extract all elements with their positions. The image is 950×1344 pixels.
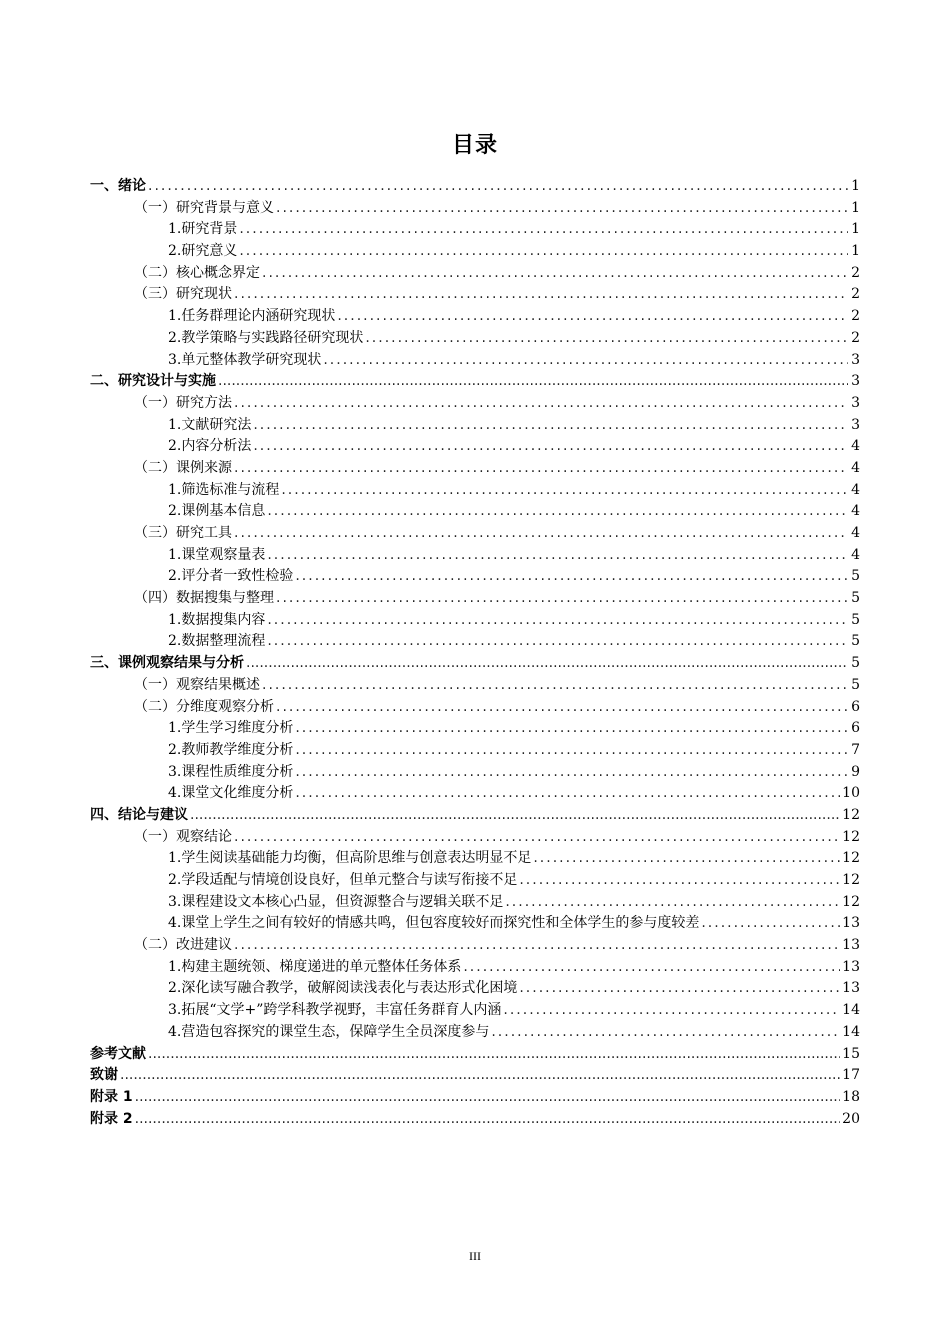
toc-entry-label: 4.课堂文化维度分析 xyxy=(168,785,294,802)
dot-leader xyxy=(267,503,848,519)
toc-entry-page-number: 6 xyxy=(851,698,860,715)
dot-leader xyxy=(463,959,840,975)
toc-entry[interactable] xyxy=(90,826,860,848)
toc-entry-page-number: 13 xyxy=(842,980,860,997)
toc-entry[interactable] xyxy=(90,262,860,284)
toc-entry[interactable] xyxy=(90,370,860,392)
dot-leader xyxy=(295,568,848,584)
dot-leader xyxy=(519,980,840,996)
dot-leader xyxy=(148,1046,840,1062)
toc-entry-label: 1.学生学习维度分析 xyxy=(168,720,294,737)
toc-entry[interactable] xyxy=(90,392,860,414)
dot-leader xyxy=(253,417,848,433)
toc-entry-page-number: 1 xyxy=(851,178,860,194)
toc-entry[interactable] xyxy=(90,414,860,436)
dot-leader xyxy=(701,915,840,931)
dot-leader xyxy=(276,699,848,715)
dot-leader xyxy=(267,633,848,649)
toc-entry[interactable] xyxy=(90,1021,860,1043)
toc-entry[interactable] xyxy=(90,869,860,891)
dot-leader xyxy=(239,221,848,237)
dot-leader xyxy=(234,395,848,411)
toc-entry[interactable] xyxy=(90,479,860,501)
toc-entry-label: 1.数据搜集内容 xyxy=(168,611,266,628)
toc-entry[interactable] xyxy=(90,197,860,219)
toc-entry-page-number: 2 xyxy=(851,329,860,346)
toc-entry-label: 一、绪论 xyxy=(90,178,146,194)
toc-entry-label: 1.筛选标准与流程 xyxy=(168,481,280,498)
dot-leader xyxy=(253,438,848,454)
toc-entry-page-number: 13 xyxy=(842,915,860,932)
toc-entry[interactable] xyxy=(90,609,860,631)
toc-entry-page-number: 4 xyxy=(851,503,860,520)
toc-entry-label: 3.拓展“文学+”跨学科教学视野，丰富任务群育人内涵 xyxy=(168,1002,502,1019)
toc-entry-page-number: 5 xyxy=(851,590,860,607)
toc-entry[interactable] xyxy=(90,544,860,566)
toc-entry[interactable] xyxy=(90,891,860,913)
dot-leader xyxy=(267,612,848,628)
toc-entry-label: （一）研究背景与意义 xyxy=(134,199,274,216)
toc-entry-page-number: 2 xyxy=(851,308,860,325)
toc-entry[interactable] xyxy=(90,674,860,696)
dot-leader xyxy=(135,1089,841,1105)
dot-leader xyxy=(234,829,840,845)
toc-entry[interactable] xyxy=(90,175,860,197)
toc-entry-page-number: 1 xyxy=(851,199,860,216)
toc-entry-page-number: 15 xyxy=(842,1045,860,1062)
dot-leader xyxy=(120,1067,840,1083)
toc-entry-label: 附录 1 xyxy=(90,1088,133,1105)
toc-entry-label: （一）研究方法 xyxy=(134,394,232,411)
toc-entry-page-number: 5 xyxy=(851,676,860,693)
toc-entry[interactable] xyxy=(90,565,860,587)
toc-entry-page-number: 12 xyxy=(842,806,860,823)
toc-entry-page-number: 18 xyxy=(842,1088,860,1105)
toc-entry-page-number: 12 xyxy=(842,893,860,910)
dot-leader xyxy=(295,742,848,758)
dot-leader xyxy=(234,525,848,541)
toc-entry-page-number: 14 xyxy=(842,1002,860,1019)
toc-entry[interactable] xyxy=(90,587,860,609)
dot-leader xyxy=(234,937,840,953)
toc-entry[interactable] xyxy=(90,522,860,544)
dot-leader xyxy=(295,785,840,801)
toc-entry-label: 3.单元整体教学研究现状 xyxy=(168,351,322,368)
toc-entry-label: 2.课例基本信息 xyxy=(168,503,266,520)
toc-entry[interactable] xyxy=(90,1064,860,1086)
toc-entry-label: 1.研究背景 xyxy=(168,221,238,238)
toc-entry-page-number: 14 xyxy=(842,1023,860,1040)
dot-leader xyxy=(323,352,848,368)
toc-entry-page-number: 4 xyxy=(851,459,860,476)
toc-entry-page-number: 5 xyxy=(851,633,860,650)
toc-entry[interactable] xyxy=(90,804,860,826)
toc-entry-label: 2.学段适配与情境创设良好，但单元整合与读写衔接不足 xyxy=(168,872,518,888)
dot-leader xyxy=(505,894,840,910)
toc-entry-label: 2.研究意义 xyxy=(168,243,238,260)
toc-entry-page-number: 10 xyxy=(842,785,860,802)
toc-title: 目录 xyxy=(451,133,498,158)
toc-entry[interactable] xyxy=(90,912,860,934)
toc-entry-page-number: 4 xyxy=(851,525,860,541)
toc-entry-label: （二）改进建议 xyxy=(134,937,232,954)
dot-leader xyxy=(239,243,848,259)
page-number-footer: III xyxy=(469,1249,481,1263)
toc-entry-page-number: 4 xyxy=(851,481,860,498)
toc-entry[interactable] xyxy=(90,782,860,804)
dot-leader xyxy=(276,590,848,606)
dot-leader xyxy=(234,460,848,476)
toc-entry-page-number: 1 xyxy=(851,221,860,238)
dot-leader xyxy=(295,720,848,736)
dot-leader xyxy=(365,330,848,346)
toc-entry-label: 2.教师教学维度分析 xyxy=(168,741,294,758)
toc-entry-page-number: 7 xyxy=(851,741,860,758)
toc-entry[interactable] xyxy=(90,500,860,522)
toc-entry-label: 参考文献 xyxy=(90,1045,146,1062)
toc-entry-label: 1.文献研究法 xyxy=(168,416,252,433)
toc-entry[interactable] xyxy=(90,240,860,262)
toc-entry-page-number: 4 xyxy=(851,438,860,455)
toc-entry-page-number: 3 xyxy=(851,373,860,390)
toc-entry-page-number: 17 xyxy=(842,1067,860,1084)
toc-entry-label: 3.课程性质维度分析 xyxy=(168,763,294,780)
dot-leader xyxy=(295,764,848,780)
toc-entry-page-number: 6 xyxy=(851,720,860,737)
toc-entry-page-number: 12 xyxy=(842,850,860,867)
toc-entry-label: 4.营造包容探究的课堂生态，保障学生全员深度参与 xyxy=(168,1023,490,1040)
toc-entry-label: （二）核心概念界定 xyxy=(134,264,260,281)
toc-entry[interactable] xyxy=(90,652,860,674)
toc-entry[interactable] xyxy=(90,435,860,457)
toc-entry-page-number: 3 xyxy=(851,416,860,433)
dot-leader xyxy=(337,308,848,324)
toc-entry[interactable] xyxy=(90,630,860,652)
dot-leader xyxy=(246,655,848,671)
toc-entry-label: 四、结论与建议 xyxy=(90,806,188,823)
table-of-contents xyxy=(90,175,860,1129)
toc-entry[interactable] xyxy=(90,999,860,1021)
toc-entry-page-number: 12 xyxy=(842,872,860,888)
toc-entry-page-number: 13 xyxy=(842,958,860,975)
toc-entry[interactable] xyxy=(90,218,860,240)
toc-entry-page-number: 3 xyxy=(851,351,860,368)
toc-entry-label: （三）研究现状 xyxy=(134,286,232,303)
toc-entry[interactable] xyxy=(90,739,860,761)
toc-entry-label: 三、课例观察结果与分析 xyxy=(90,655,244,672)
dot-leader xyxy=(491,1024,840,1040)
toc-entry[interactable] xyxy=(90,761,860,783)
dot-leader xyxy=(503,1002,840,1018)
toc-entry[interactable] xyxy=(90,305,860,327)
dot-leader xyxy=(267,547,848,563)
toc-entry[interactable] xyxy=(90,956,860,978)
toc-entry-label: 2.深化读写融合教学，破解阅读浅表化与表达形式化困境 xyxy=(168,980,518,997)
toc-entry-label: 二、研究设计与实施 xyxy=(90,373,216,390)
toc-entry[interactable] xyxy=(90,977,860,999)
toc-entry[interactable] xyxy=(90,1086,860,1108)
dot-leader xyxy=(519,872,840,888)
toc-entry-label: 2.内容分析法 xyxy=(168,438,252,455)
toc-entry-label: 附录 2 xyxy=(90,1110,133,1127)
toc-entry-page-number: 3 xyxy=(851,394,860,411)
dot-leader xyxy=(533,850,840,866)
toc-entry-page-number: 20 xyxy=(842,1110,860,1127)
toc-entry-page-number: 5 xyxy=(851,655,860,672)
dot-leader xyxy=(262,265,848,281)
toc-entry-page-number: 2 xyxy=(851,286,860,303)
toc-entry-page-number: 5 xyxy=(851,568,860,585)
dot-leader xyxy=(262,677,848,693)
dot-leader xyxy=(190,807,840,823)
toc-entry-page-number: 2 xyxy=(851,264,860,281)
toc-entry[interactable] xyxy=(90,327,860,349)
toc-entry-label: 1.学生阅读基础能力均衡，但高阶思维与创意表达明显不足 xyxy=(168,850,532,867)
dot-leader xyxy=(281,482,848,498)
toc-entry-label: 3.课程建设文本核心凸显，但资源整合与逻辑关联不足 xyxy=(168,893,504,910)
toc-entry-page-number: 4 xyxy=(851,546,860,563)
dot-leader xyxy=(234,286,848,302)
toc-entry-label: 4.课堂上学生之间有较好的情感共鸣，但包容度较好而探究性和全体学生的参与度较差 xyxy=(168,915,700,932)
toc-entry-label: 2.评分者一致性检验 xyxy=(168,568,294,585)
toc-entry-page-number: 9 xyxy=(851,763,860,780)
toc-entry-label: （一）观察结果概述 xyxy=(134,676,260,693)
toc-entry[interactable] xyxy=(90,283,860,305)
dot-leader xyxy=(135,1111,841,1127)
toc-entry-page-number: 1 xyxy=(851,243,860,260)
toc-entry-page-number: 12 xyxy=(842,828,860,845)
toc-entry-label: （二）分维度观察分析 xyxy=(134,698,274,715)
toc-entry-label: 致谢 xyxy=(90,1067,118,1084)
toc-entry-page-number: 13 xyxy=(842,937,860,954)
toc-entry-label: 1.任务群理论内涵研究现状 xyxy=(168,308,336,325)
toc-entry[interactable] xyxy=(90,696,860,718)
toc-entry[interactable] xyxy=(90,717,860,739)
toc-entry-label: 2.教学策略与实践路径研究现状 xyxy=(168,329,364,346)
dot-leader xyxy=(148,178,848,194)
toc-entry[interactable] xyxy=(90,847,860,869)
toc-entry-label: 1.构建主题统领、梯度递进的单元整体任务体系 xyxy=(168,958,462,975)
toc-entry-page-number: 5 xyxy=(851,611,860,628)
toc-entry-label: （二）课例来源 xyxy=(134,459,232,476)
toc-entry-label: （三）研究工具 xyxy=(134,525,232,541)
dot-leader xyxy=(218,373,848,389)
dot-leader xyxy=(276,200,848,216)
toc-entry-label: 1.课堂观察量表 xyxy=(168,546,266,563)
toc-entry[interactable] xyxy=(90,1043,860,1065)
toc-entry-label: （四）数据搜集与整理 xyxy=(134,590,274,607)
toc-entry[interactable] xyxy=(90,349,860,371)
toc-entry-label: 2.数据整理流程 xyxy=(168,633,266,650)
toc-entry-label: （一）观察结论 xyxy=(134,828,232,845)
toc-entry[interactable] xyxy=(90,1108,860,1130)
toc-entry[interactable] xyxy=(90,934,860,956)
toc-entry[interactable] xyxy=(90,457,860,479)
